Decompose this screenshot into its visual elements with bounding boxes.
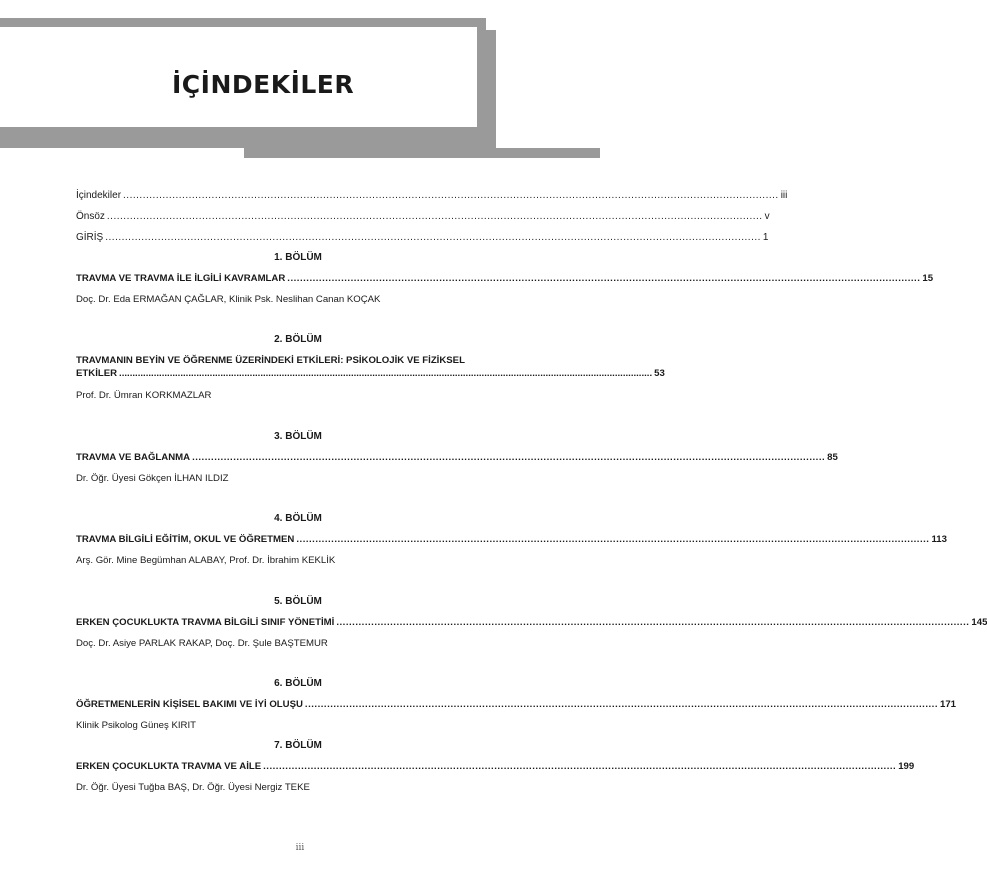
leader-dots: ........................................................................................................................................................................................................ bbox=[287, 273, 921, 284]
leader-dots: ........................................................................................................................................................................................................ bbox=[263, 761, 897, 772]
chapter-heading: 7. BÖLÜM bbox=[274, 740, 322, 751]
chapter-authors: Doç. Dr. Asiye PARLAK RAKAP, Doç. Dr. Şule BAŞTEMUR bbox=[76, 638, 328, 649]
leader-dots: ........................................................................................................................................................................................................ bbox=[296, 534, 930, 545]
chapter-title: TRAVMA VE BAĞLANMA bbox=[76, 452, 191, 463]
chapter-heading: 5. BÖLÜM bbox=[274, 596, 322, 607]
page-number: iii bbox=[295, 843, 305, 853]
chapter-title-line1: TRAVMANIN BEYİN VE ÖĞRENME ÜZERİNDEKİ ETKİLERİ: PSİKOLOJİK VE FİZİKSEL bbox=[76, 355, 465, 366]
chapter-heading: 2. BÖLÜM bbox=[274, 334, 322, 345]
chapter-page: 15 bbox=[922, 273, 934, 284]
chapter-page: 53 bbox=[654, 368, 665, 379]
leader-dots: ........................................................................................................................................................................................................ bbox=[106, 211, 763, 222]
chapter-title-row[interactable] bbox=[76, 533, 947, 546]
leader-dots: ........................................................................................................................................................................................................ bbox=[192, 452, 826, 463]
page-title: İÇİNDEKİLER bbox=[172, 70, 355, 99]
chapter-heading: 1. BÖLÜM bbox=[274, 252, 322, 263]
chapter-title-line2: ETKİLER bbox=[76, 368, 118, 379]
chapter-title-row[interactable] bbox=[76, 272, 934, 285]
chapter-authors: Dr. Öğr. Üyesi Gökçen İLHAN ILDIZ bbox=[76, 473, 229, 484]
leader-dots: ........................................................................................................................................................................................................ bbox=[119, 368, 653, 379]
chapter-title: TRAVMA VE TRAVMA İLE İLGİLİ KAVRAMLAR bbox=[76, 273, 286, 284]
header-strip bbox=[244, 148, 600, 158]
leader-dots: ........................................................................................................................................................................................................ bbox=[336, 617, 970, 628]
chapter-authors: Arş. Gör. Mine Begümhan ALABAY, Prof. Dr. İbrahim KEKLİK bbox=[76, 555, 336, 566]
chapter-heading: 3. BÖLÜM bbox=[274, 431, 322, 442]
chapter-title: ERKEN ÇOCUKLUKTA TRAVMA VE AİLE bbox=[76, 761, 262, 772]
chapter-page: 199 bbox=[898, 761, 915, 772]
toc-row-intro[interactable] bbox=[76, 231, 769, 244]
toc-row-contents[interactable] bbox=[76, 189, 788, 202]
toc-label: GİRİŞ bbox=[76, 232, 104, 243]
chapter-title: ERKEN ÇOCUKLUKTA TRAVMA BİLGİLİ SINIF YÖNETİMİ bbox=[76, 617, 335, 628]
chapter-title: TRAVMA BİLGİLİ EĞİTİM, OKUL VE ÖĞRETMEN bbox=[76, 534, 295, 545]
chapter-authors: Dr. Öğr. Üyesi Tuğba BAŞ, Dr. Öğr. Üyesi Nergiz TEKE bbox=[76, 782, 310, 793]
chapter-title: ÖĞRETMENLERİN KİŞİSEL BAKIMI VE İYİ OLUŞU bbox=[76, 699, 303, 710]
toc-label: İçindekiler bbox=[76, 190, 122, 201]
chapter-title-row[interactable] bbox=[76, 616, 987, 629]
chapter-title-row[interactable] bbox=[76, 698, 957, 711]
toc-page: iii bbox=[780, 190, 788, 201]
leader-dots: ........................................................................................................................................................................................................ bbox=[123, 190, 779, 201]
toc-row-preface[interactable] bbox=[76, 210, 770, 223]
chapter-authors: Prof. Dr. Ümran KORKMAZLAR bbox=[76, 390, 212, 401]
chapter-page: 145 bbox=[971, 617, 987, 628]
chapter-authors: Klinik Psikolog Güneş KIRIT bbox=[76, 720, 196, 731]
toc-page: 1 bbox=[762, 232, 769, 243]
leader-dots: ........................................................................................................................................................................................................ bbox=[105, 232, 761, 243]
chapter-heading: 6. BÖLÜM bbox=[274, 678, 322, 689]
chapter-title-row[interactable] bbox=[76, 760, 915, 773]
chapter-authors: Doç. Dr. Eda ERMAĞAN ÇAĞLAR, Klinik Psk. Neslihan Canan KOÇAK bbox=[76, 294, 381, 305]
chapter-page: 85 bbox=[827, 452, 838, 463]
toc-label: Önsöz bbox=[76, 211, 105, 222]
toc-page: v bbox=[764, 211, 770, 222]
chapter-page: 113 bbox=[931, 534, 947, 545]
chapter-title-row[interactable] bbox=[76, 354, 665, 380]
chapter-heading: 4. BÖLÜM bbox=[274, 513, 322, 524]
chapter-title-row[interactable] bbox=[76, 451, 838, 464]
leader-dots: ........................................................................................................................................................................................................ bbox=[304, 699, 938, 710]
chapter-page: 171 bbox=[940, 699, 957, 710]
